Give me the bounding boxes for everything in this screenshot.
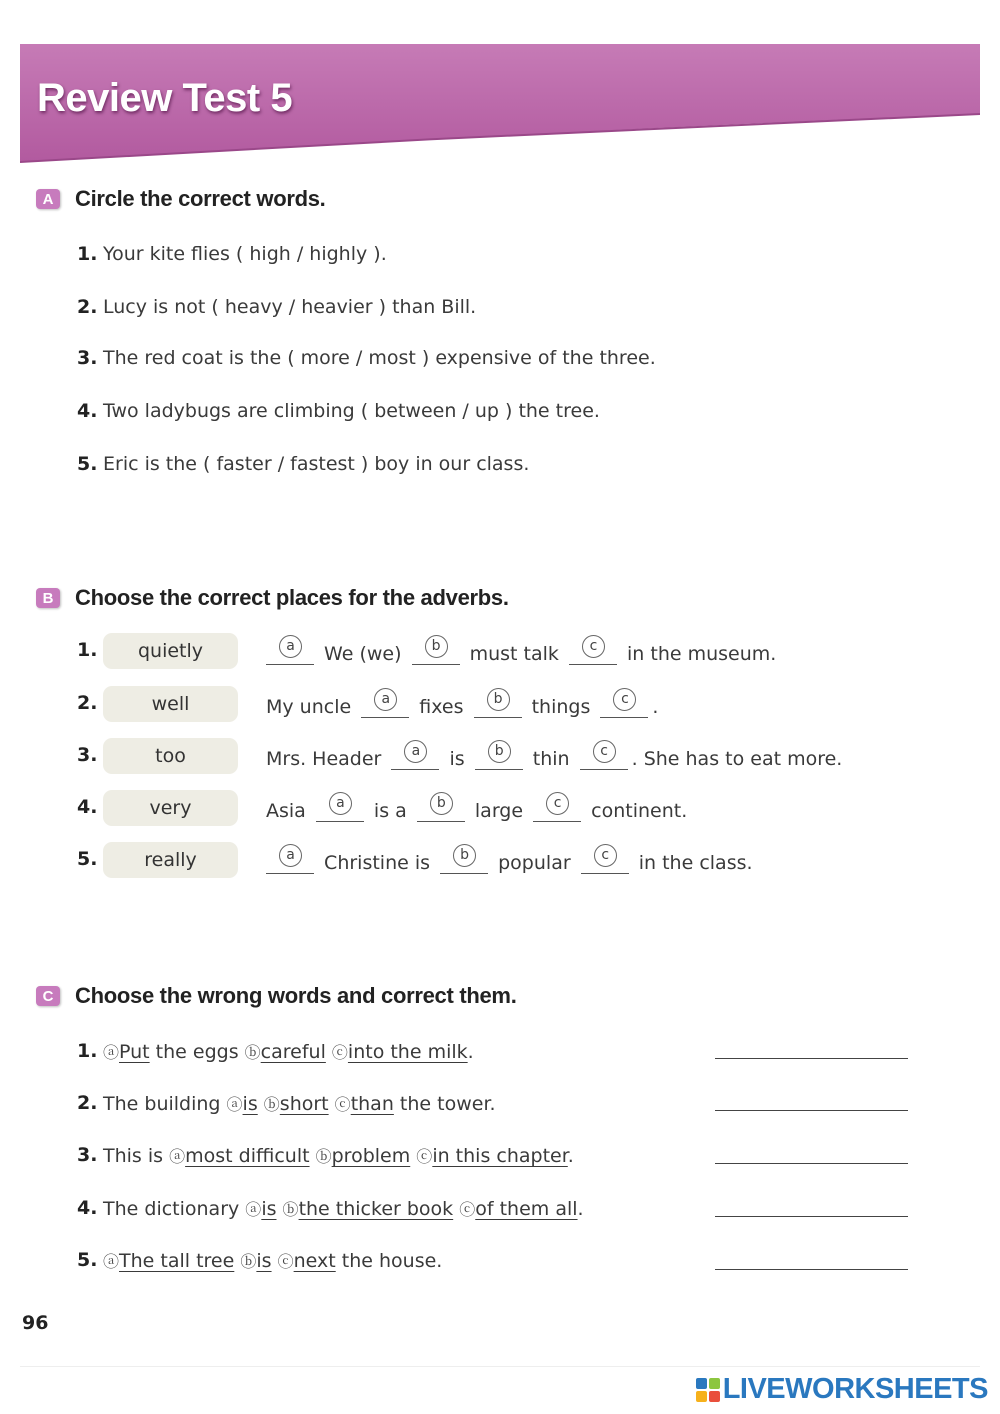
option-c[interactable]: into the milk	[347, 1041, 468, 1063]
answer-blank[interactable]	[715, 1216, 908, 1217]
slot-a[interactable]	[266, 847, 314, 874]
option-b[interactable]: careful	[260, 1041, 326, 1063]
section-c-item-number: 4.	[77, 1197, 98, 1219]
sentence-text: The dictionary	[103, 1198, 246, 1220]
marker-a: ⓐ	[169, 1147, 186, 1166]
marker-a: a	[374, 688, 397, 711]
section-b-item-number: 1.	[77, 639, 98, 661]
section-a-badge: A	[36, 189, 60, 209]
section-a-item[interactable]: Lucy is not ( heavy / heavier ) than Bill.	[103, 296, 477, 318]
section-c-item-number: 5.	[77, 1249, 98, 1271]
slot-a[interactable]	[361, 691, 409, 718]
slot-a[interactable]	[391, 743, 439, 770]
section-b-item-number: 2.	[77, 692, 98, 714]
sentence-text: the house.	[335, 1250, 443, 1272]
adverb-box: very	[103, 790, 238, 826]
section-a-item-number: 5.	[77, 453, 98, 475]
section-a-header	[36, 186, 325, 212]
slot-a[interactable]	[266, 638, 314, 665]
option-b[interactable]: is	[256, 1250, 272, 1272]
adverb-sentence	[266, 795, 687, 822]
sentence-part: We (we)	[324, 643, 402, 665]
brand-name: LIVEWORKSHEETS	[722, 1373, 988, 1405]
marker-a: ⓐ	[245, 1200, 262, 1219]
sentence-text: .	[567, 1145, 574, 1167]
sentence-part: must talk	[469, 643, 559, 665]
section-a-item-number: 1.	[77, 243, 98, 265]
adverb-box: quietly	[103, 633, 238, 669]
option-a[interactable]: most difficult	[185, 1145, 310, 1167]
slot-c[interactable]	[600, 691, 648, 718]
liveworksheets-logo	[696, 1373, 988, 1406]
section-c-sentence	[103, 1092, 496, 1115]
sentence-part: is a	[373, 800, 407, 822]
adverb-box: well	[103, 686, 238, 722]
answer-blank[interactable]	[715, 1163, 908, 1164]
adverb-sentence	[266, 638, 776, 665]
sentence-part: My uncle	[266, 696, 352, 718]
answer-blank[interactable]	[715, 1058, 908, 1059]
option-a[interactable]: is	[261, 1198, 277, 1220]
adverb-sentence	[266, 743, 842, 770]
slot-a[interactable]	[316, 795, 364, 822]
section-b-header	[36, 585, 509, 611]
marker-b: ⓑ	[244, 1043, 261, 1062]
option-a[interactable]: is	[242, 1093, 258, 1115]
section-a-item-number: 2.	[77, 296, 98, 318]
section-a-item[interactable]: Your kite flies ( high / highly ).	[103, 243, 387, 265]
marker-c: c	[613, 688, 636, 711]
section-b-badge: B	[36, 588, 60, 608]
sentence-part: .	[652, 696, 659, 718]
adverb-sentence	[266, 847, 753, 874]
adverb-box: really	[103, 842, 238, 878]
marker-b: b	[487, 688, 510, 711]
sentence-part: fixes	[419, 696, 464, 718]
section-c-sentence	[103, 1197, 584, 1220]
answer-blank[interactable]	[715, 1269, 908, 1270]
marker-c: c	[546, 792, 569, 815]
slot-c[interactable]	[581, 847, 629, 874]
section-c-header	[36, 983, 517, 1009]
section-a-instruction: Circle the correct words.	[75, 186, 326, 211]
sentence-part: . She has to eat more.	[631, 748, 843, 770]
marker-c: ⓒ	[459, 1200, 476, 1219]
section-a-item-number: 4.	[77, 400, 98, 422]
section-b-item-number: 4.	[77, 796, 98, 818]
section-b-instruction: Choose the correct places for the adverbs.	[75, 585, 509, 610]
sentence-text: The building	[103, 1093, 227, 1115]
slot-b[interactable]	[440, 847, 488, 874]
marker-a: a	[404, 740, 427, 763]
sentence-part: continent.	[591, 800, 688, 822]
adverb-box: too	[103, 738, 238, 774]
answer-blank[interactable]	[715, 1110, 908, 1111]
section-c-item-number: 1.	[77, 1040, 98, 1062]
sentence-text: the tower.	[393, 1093, 496, 1115]
option-b[interactable]: problem	[331, 1145, 411, 1167]
section-c-badge: C	[36, 986, 60, 1006]
logo-square	[696, 1378, 707, 1389]
marker-a: a	[329, 792, 352, 815]
sentence-text: .	[577, 1198, 584, 1220]
section-a-item[interactable]: Eric is the ( faster / fastest ) boy in our class.	[103, 453, 530, 475]
slot-c[interactable]	[569, 638, 617, 665]
option-c[interactable]: in this chapter	[432, 1145, 568, 1167]
sentence-part: large	[474, 800, 524, 822]
sentence-part: in the museum.	[627, 643, 777, 665]
section-c-item-number: 2.	[77, 1092, 98, 1114]
slot-b[interactable]	[417, 795, 465, 822]
sentence-text: the eggs	[149, 1041, 245, 1063]
section-b-item-number: 5.	[77, 848, 98, 870]
sentence-part: Christine is	[324, 852, 431, 874]
marker-a: a	[279, 635, 302, 658]
option-c[interactable]: next	[293, 1250, 336, 1272]
marker-a: ⓐ	[226, 1095, 243, 1114]
logo-square	[709, 1391, 720, 1402]
marker-b: b	[425, 635, 448, 658]
marker-c: ⓒ	[416, 1147, 433, 1166]
sentence-text: This is	[103, 1145, 170, 1167]
marker-c: c	[594, 844, 617, 867]
section-c-instruction: Choose the wrong words and correct them.	[75, 983, 517, 1008]
option-c[interactable]: of them all	[475, 1198, 578, 1220]
sentence-text: .	[467, 1041, 474, 1063]
section-c-sentence	[103, 1040, 474, 1063]
marker-b: ⓑ	[315, 1147, 332, 1166]
option-a[interactable]: The tall tree	[119, 1250, 235, 1272]
footer-divider	[20, 1366, 980, 1367]
sentence-part: in the class.	[638, 852, 753, 874]
option-b[interactable]: short	[279, 1093, 329, 1115]
logo-square	[709, 1378, 720, 1389]
section-a-item-number: 3.	[77, 347, 98, 369]
slot-b[interactable]	[412, 638, 460, 665]
marker-b: b	[453, 844, 476, 867]
section-c-sentence	[103, 1249, 442, 1272]
sentence-part: thin	[532, 748, 570, 770]
sentence-part: is	[449, 748, 465, 770]
section-a-item[interactable]: Two ladybugs are climbing ( between / up ) the tree.	[103, 400, 600, 422]
marker-c: c	[582, 635, 605, 658]
marker-a: ⓐ	[103, 1043, 120, 1062]
option-c[interactable]: than	[350, 1093, 394, 1115]
sentence-part: Asia	[266, 800, 306, 822]
marker-b: b	[430, 792, 453, 815]
sentence-part: things	[531, 696, 591, 718]
marker-c: c	[593, 740, 616, 763]
page-number: 96	[22, 1312, 49, 1334]
section-c-item-number: 3.	[77, 1144, 98, 1166]
page-title: Review Test 5	[37, 76, 293, 120]
slot-c[interactable]	[580, 743, 628, 770]
marker-c: ⓒ	[277, 1252, 294, 1271]
marker-a: ⓐ	[103, 1252, 120, 1271]
marker-b: ⓑ	[240, 1252, 257, 1271]
sentence-part: popular	[498, 852, 571, 874]
logo-square	[696, 1391, 707, 1402]
sentence-part: Mrs. Header	[266, 748, 382, 770]
slot-c[interactable]	[533, 795, 581, 822]
slot-b[interactable]	[474, 691, 522, 718]
logo-grid-icon	[696, 1378, 720, 1402]
option-b[interactable]: the thicker book	[298, 1198, 454, 1220]
adverb-sentence	[266, 691, 658, 718]
marker-c: ⓒ	[331, 1043, 348, 1062]
option-a[interactable]: Put	[119, 1041, 150, 1063]
marker-b: ⓑ	[263, 1095, 280, 1114]
section-b-item-number: 3.	[77, 744, 98, 766]
section-c-sentence	[103, 1144, 574, 1167]
marker-b: b	[488, 740, 511, 763]
marker-a: a	[279, 844, 302, 867]
marker-c: ⓒ	[334, 1095, 351, 1114]
section-a-item[interactable]: The red coat is the ( more / most ) expensive of the three.	[103, 347, 656, 369]
marker-b: ⓑ	[282, 1200, 299, 1219]
slot-b[interactable]	[475, 743, 523, 770]
